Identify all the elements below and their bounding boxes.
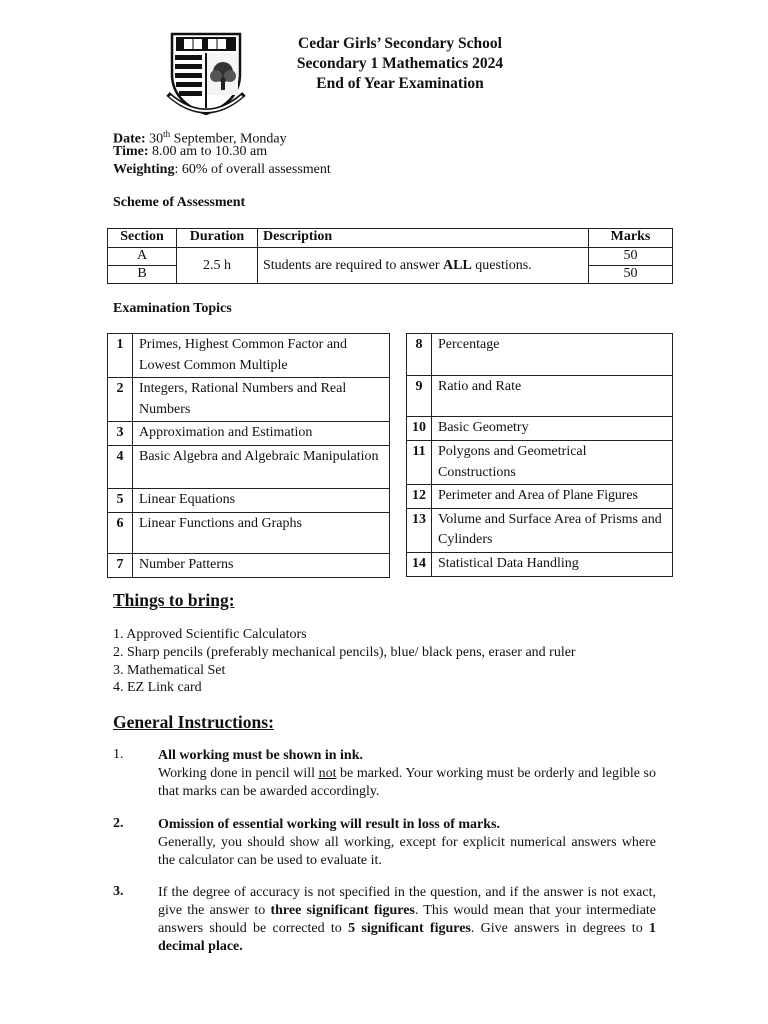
topic-row bbox=[407, 417, 673, 441]
exam-time bbox=[113, 143, 267, 161]
list-item: 3. Mathematical Set bbox=[113, 662, 226, 678]
topic-text: Number Patterns bbox=[133, 553, 390, 577]
topic-number: 1 bbox=[108, 334, 133, 378]
date-day: 30 bbox=[149, 131, 164, 147]
topic-text: Perimeter and Area of Plane Figures bbox=[432, 485, 673, 509]
exam-title: End of Year Examination bbox=[316, 75, 484, 92]
topic-text: Primes, Highest Common Factor and Lowest Common Multiple bbox=[133, 334, 390, 378]
topic-number: 6 bbox=[108, 512, 133, 553]
description-text-end: questions. bbox=[471, 257, 532, 273]
topic-text: Integers, Rational Numbers and Real Numbers bbox=[133, 378, 390, 422]
instruction-2 bbox=[158, 816, 656, 870]
description-cell bbox=[258, 248, 589, 284]
instruction-3 bbox=[158, 884, 656, 956]
weighting-value: : 60% of overall assessment bbox=[174, 162, 331, 177]
instruction-text: . Give answers in degrees to bbox=[470, 921, 649, 936]
topic-number: 7 bbox=[108, 553, 133, 577]
column-header: Section bbox=[108, 229, 177, 248]
description-text: Students are required to answer bbox=[263, 257, 443, 273]
topic-text: Ratio and Rate bbox=[432, 376, 673, 417]
school-name: Cedar Girls’ Secondary School bbox=[298, 35, 502, 52]
table-header-row bbox=[108, 229, 673, 248]
topic-number: 14 bbox=[407, 552, 432, 576]
topic-number: 12 bbox=[407, 485, 432, 509]
marks-cell: 50 bbox=[589, 266, 673, 284]
scheme-heading: Scheme of Assessment bbox=[113, 195, 246, 210]
topic-text: Polygons and Geometrical Constructions bbox=[432, 441, 673, 485]
instruction-number: 3. bbox=[113, 884, 124, 899]
instruction-emphasis: 1 decimal place. bbox=[158, 921, 656, 954]
topic-number: 3 bbox=[108, 422, 133, 446]
topic-row bbox=[108, 553, 390, 577]
list-item: 1. Approved Scientific Calculators bbox=[113, 627, 307, 642]
topic-row bbox=[108, 446, 390, 489]
topics-table-left bbox=[107, 333, 390, 578]
topic-number: 2 bbox=[108, 378, 133, 422]
topic-text: Basic Algebra and Algebraic Manipulation bbox=[133, 446, 390, 489]
instruction-number: 1. bbox=[113, 747, 124, 762]
topic-row bbox=[407, 376, 673, 417]
date-suffix: th bbox=[163, 129, 171, 139]
instruction-1 bbox=[158, 747, 656, 801]
column-header: Duration bbox=[177, 229, 258, 248]
topic-row bbox=[407, 508, 673, 552]
instruction-emphasis: not bbox=[318, 766, 337, 781]
topic-row bbox=[407, 334, 673, 376]
topic-number: 5 bbox=[108, 489, 133, 513]
topic-row bbox=[108, 378, 390, 422]
topic-row bbox=[407, 441, 673, 485]
marks-cell: 50 bbox=[589, 248, 673, 266]
instruction-text: . This would mean that your intermediate answers should be corrected to bbox=[158, 903, 657, 936]
instruction-title: Omission of essential working will result in loss of marks. bbox=[158, 817, 500, 832]
topic-row bbox=[108, 489, 390, 513]
time-label: Time: bbox=[113, 144, 149, 159]
topic-number: 4 bbox=[108, 446, 133, 489]
section-cell: B bbox=[108, 266, 177, 284]
topic-row bbox=[108, 512, 390, 553]
duration-cell: 2.5 h bbox=[177, 248, 258, 284]
instruction-number: 2. bbox=[113, 816, 124, 831]
date-label: Date: bbox=[113, 131, 146, 147]
topic-number: 8 bbox=[407, 334, 432, 376]
instruction-text: Generally, you should show all working, except for explicit numerical answers where the calculator can be used to evaluate it. bbox=[158, 835, 656, 868]
topic-text: Linear Functions and Graphs bbox=[133, 512, 390, 553]
list-item: 2. Sharp pencils (preferably mechanical pencils), blue/ black pens, eraser and ruler bbox=[113, 644, 576, 660]
instruction-emphasis: three significant figures bbox=[270, 903, 415, 918]
instruction-title: All working must be shown in ink. bbox=[158, 748, 364, 763]
topic-text: Statistical Data Handling bbox=[432, 552, 673, 576]
instruction-emphasis: 5 significant figures bbox=[348, 921, 471, 936]
course-title: Secondary 1 Mathematics 2024 bbox=[296, 55, 504, 72]
general-instructions-heading: General Instructions: bbox=[113, 712, 274, 732]
school-crest-logo bbox=[160, 28, 252, 120]
topic-text: Volume and Surface Area of Prisms and Cylinders bbox=[432, 508, 673, 552]
topic-number: 13 bbox=[407, 508, 432, 552]
section-cell: A bbox=[108, 248, 177, 266]
topic-row bbox=[407, 485, 673, 509]
topic-number: 9 bbox=[407, 376, 432, 417]
things-to-bring-heading: Things to bring: bbox=[113, 590, 235, 610]
column-header: Marks bbox=[589, 229, 673, 248]
topic-text: Basic Geometry bbox=[432, 417, 673, 441]
column-header: Description bbox=[258, 229, 589, 248]
table-row bbox=[108, 248, 673, 266]
topics-heading: Examination Topics bbox=[113, 301, 232, 316]
instruction-text: If the degree of accuracy is not specified in the question, and if the answer is not exact, give the answer to bbox=[158, 885, 656, 918]
things-to-bring-list bbox=[113, 626, 576, 697]
topic-number: 11 bbox=[407, 441, 432, 485]
exam-weighting bbox=[113, 161, 331, 179]
topic-text: Approximation and Estimation bbox=[133, 422, 390, 446]
topic-number: 10 bbox=[407, 417, 432, 441]
topic-text: Linear Equations bbox=[133, 489, 390, 513]
topic-row bbox=[108, 334, 390, 378]
topic-row bbox=[407, 552, 673, 576]
scheme-of-assessment-table bbox=[107, 228, 673, 284]
instruction-text: Working done in pencil will bbox=[158, 766, 319, 781]
time-value: 8.00 am to 10.30 am bbox=[148, 144, 268, 159]
topic-text: Percentage bbox=[432, 334, 673, 376]
list-item: 4. EZ Link card bbox=[113, 680, 202, 696]
instruction-text-end: be marked. Your working must be orderly and legible so that marks can be awarded accordingly. bbox=[158, 766, 656, 799]
date-rest: September, Monday bbox=[170, 131, 287, 147]
description-bold: ALL bbox=[443, 257, 472, 273]
topic-row bbox=[108, 422, 390, 446]
weighting-label: Weighting bbox=[113, 162, 175, 177]
topics-table-right bbox=[406, 333, 673, 577]
